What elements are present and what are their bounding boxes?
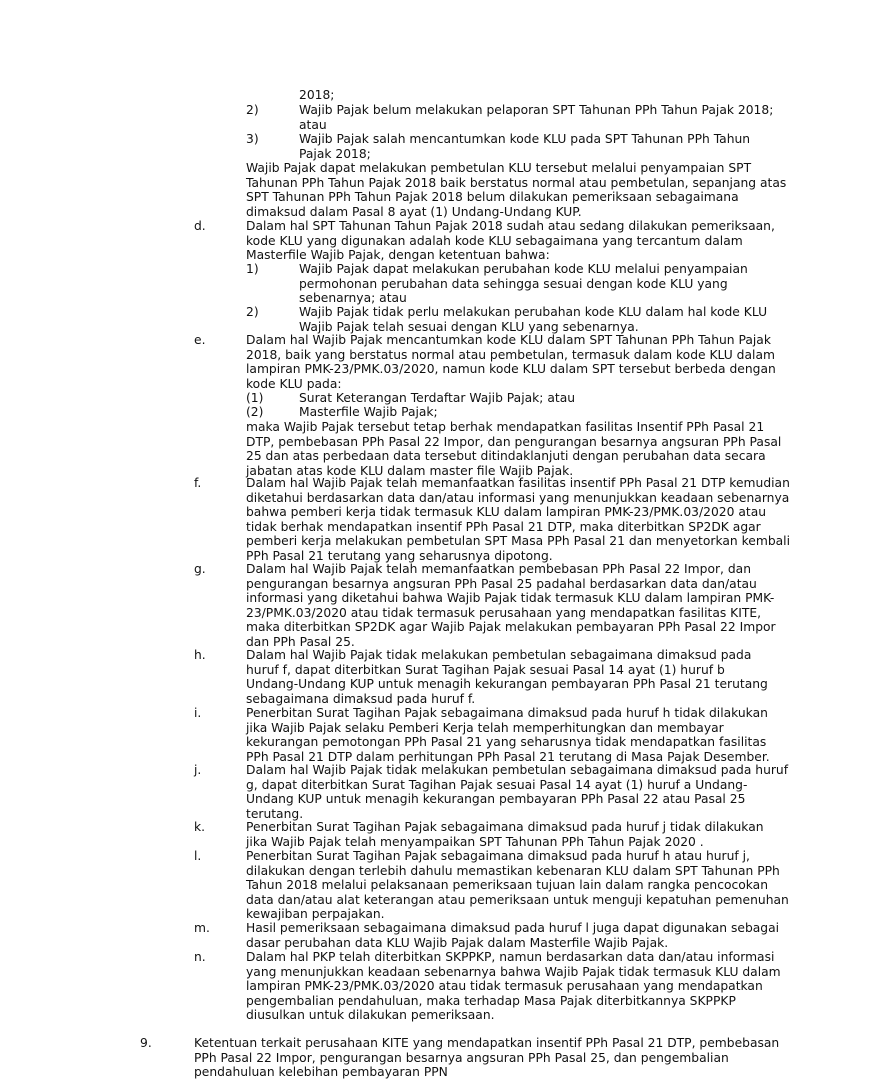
item-text-d: Dalam hal SPT Tahunan Tahun Pajak 2018 sudah atau sedang dilakukan pemeriksaan, kode KLU yang digunakan adalah kode KLU sebagaimana yang tercantum dalam Masterfile Wajib Pajak, dengan ketentuan bahwa: (246, 219, 775, 262)
item-letter-d: d. (194, 219, 206, 233)
sub-item-number: 2) (246, 103, 259, 117)
item-letter-k: k. (194, 820, 206, 834)
item-text-f: Dalam hal Wajib Pajak telah memanfaatkan fasilitas insentif PPh Pasal 21 DTP kemudian diketahui berdasarkan data dan/atau informasi yang menunjukkan keadaan sebenarnya bahwa pemberi kerja tidak termasuk KLU dalam lampiran PMK-23/PMK.03/2020 atau tidak berhak mendapatkan insentif PPh Pasal 21 DTP, maka diterbitkan SP2DK agar pemberi kerja melakukan pembetulan SPT Masa PPh Pasal 21 dan menyetorkan kembali PPh Pasal 21 terutang yang seharusnya dipotong. (246, 476, 790, 563)
sub-item-number: 1) (246, 262, 259, 276)
sub-item-text: Surat Keterangan Terdaftar Wajib Pajak; atau (299, 391, 576, 405)
item-letter-i: i. (194, 706, 202, 720)
item-letter-m: m. (194, 921, 210, 935)
item-letter-n: n. (194, 950, 206, 964)
item-text-k: Penerbitan Surat Tagihan Pajak sebagaimana dimaksud pada huruf j tidak dilakukan jika Wajib Pajak telah menyampaikan SPT Tahunan PPh Tahun Pajak 2020 . (246, 820, 764, 849)
sub-item-number: (2) (246, 405, 264, 419)
sub-item-text: Wajib Pajak salah mencantumkan kode KLU pada SPT Tahunan PPh Tahun Pajak 2018; (299, 132, 751, 161)
item-letter-h: h. (194, 648, 206, 662)
sub-item-number: (1) (246, 391, 264, 405)
item-text-m: Hasil pemeriksaan sebagaimana dimaksud pada huruf l juga dapat digunakan sebagai dasar perubahan data KLU Wajib Pajak dalam Masterfile Wajib Pajak. (246, 921, 780, 950)
item-text-j: Dalam hal Wajib Pajak tidak melakukan pembetulan sebagaimana dimaksud pada huruf g, dapat diterbitkan Surat Tagihan Pajak sesuai Pasal 14 ayat (1) huruf a Undang-Undang KUP untuk menagih kekurangan pembayaran PPh Pasal 22 atau Pasal 25 terutang. (246, 763, 789, 821)
item-text-h: Dalam hal Wajib Pajak tidak melakukan pembetulan sebagaimana dimaksud pada huruf f, dapat diterbitkan Surat Tagihan Pajak sesuai Pasal 14 ayat (1) huruf b Undang-Undang KUP untuk menagih kekurangan pembayaran PPh Pasal 21 terutang sebagaimana dimaksud pada huruf f. (246, 648, 768, 706)
sub-item-text: Masterfile Wajib Pajak; (299, 405, 438, 419)
sub-item-text: Wajib Pajak tidak perlu melakukan perubahan kode KLU dalam hal kode KLU Wajib Pajak telah sesuai dengan KLU yang sebenarnya. (299, 305, 768, 334)
sub-item-text: Wajib Pajak dapat melakukan perubahan kode KLU melalui penyampaian permohonan perubahan data sehingga sesuai dengan kode KLU yang sebenarnya; atau (299, 262, 748, 305)
section-number-9: 9. (140, 1036, 152, 1050)
paragraph: maka Wajib Pajak tersebut tetap berhak mendapatkan fasilitas Insentif PPh Pasal 21 DTP, pembebasan PPh Pasal 22 Impor, dan pengurangan besarnya angsuran PPh Pasal 25 dan atas perbedaan data tersebut ditindaklanjuti dengan perubahan data secara jabatan atas kode KLU dalam master file Wajib Pajak. (246, 420, 782, 478)
item-text-i: Penerbitan Surat Tagihan Pajak sebagaimana dimaksud pada huruf h tidak dilakukan jika Wajib Pajak selaku Pemberi Kerja telah memperhitungkan dan membayar kekurangan pemotongan PPh Pasal 21 yang seharusnya tidak mendapatkan fasilitas PPh Pasal 21 DTP dalam perhitungan PPh Pasal 21 terutang di Masa Pajak Desember. (246, 706, 770, 764)
item-letter-e: e. (194, 333, 206, 347)
item-text-e: Dalam hal Wajib Pajak mencantumkan kode KLU dalam SPT Tahunan PPh Tahun Pajak 2018, baik yang berstatus normal atau pembetulan, termasuk dalam kode KLU dalam lampiran PMK-23/PMK.03/2020, namun kode KLU dalam SPT tersebut berbeda dengan kode KLU pada: (246, 333, 776, 391)
sub-item-number: 3) (246, 132, 259, 146)
item-letter-l: l. (194, 849, 202, 863)
sub-item-number: 2) (246, 305, 259, 319)
item-text-l: Penerbitan Surat Tagihan Pajak sebagaimana dimaksud pada huruf h atau huruf j, dilakukan dengan terlebih dahulu memastikan kebenaran KLU dalam SPT Tahunan PPh Tahun 2018 melalui pelaksanaan pemeriksaan tujuan lain dalam rangka pencocokan data dan/atau alat keterangan atau pemeriksaan untuk menguji kepatuhan pemenuhan kewajiban perpajakan. (246, 849, 789, 921)
item-letter-j: j. (194, 763, 202, 777)
section-text-9: Ketentuan terkait perusahaan KITE yang mendapatkan insentif PPh Pasal 21 DTP, pembebasan PPh Pasal 22 Impor, pengurangan besarnya angsuran PPh Pasal 25, dan pengembalian pendahuluan kelebihan pembayaran PPN (194, 1036, 780, 1079)
continued-line: 2018; (299, 88, 335, 102)
paragraph: Wajib Pajak dapat melakukan pembetulan KLU tersebut melalui penyampaian SPT Tahunan PPh Tahun Pajak 2018 baik berstatus normal atau pembetulan, sepanjang atas SPT Tahunan PPh Tahun Pajak 2018 belum dilakukan pemeriksaan sebagaimana dimaksud dalam Pasal 8 ayat (1) Undang-Undang KUP. (246, 161, 787, 219)
item-text-g: Dalam hal Wajib Pajak telah memanfaatkan pembebasan PPh Pasal 22 Impor, dan pengurangan besarnya angsuran PPh Pasal 25 padahal berdasarkan data dan/atau informasi yang diketahui bahwa Wajib Pajak tidak termasuk KLU dalam lampiran PMK-23/PMK.03/2020 atau tidak termasuk perusahaan yang mendapatkan fasilitas KITE, maka diterbitkan SP2DK agar Wajib Pajak melakukan pembayaran PPh Pasal 22 Impor dan PPh Pasal 25. (246, 562, 776, 649)
sub-item-text: Wajib Pajak belum melakukan pelaporan SPT Tahunan PPh Tahun Pajak 2018; atau (299, 103, 774, 132)
item-letter-g: g. (194, 562, 206, 576)
item-text-n: Dalam hal PKP telah diterbitkan SKPPKP, namun berdasarkan data dan/atau informasi yang menunjukkan keadaan sebenarnya bahwa Wajib Pajak tidak termasuk KLU dalam lampiran PMK-23/PMK.03/2020 atau tidak termasuk perusahaan yang mendapatkan pengembalian pendahuluan, maka terhadap Masa Pajak diterbitkannya SKPPKP diusulkan untuk dilakukan pemeriksaan. (246, 950, 781, 1022)
item-letter-f: f. (194, 476, 202, 490)
